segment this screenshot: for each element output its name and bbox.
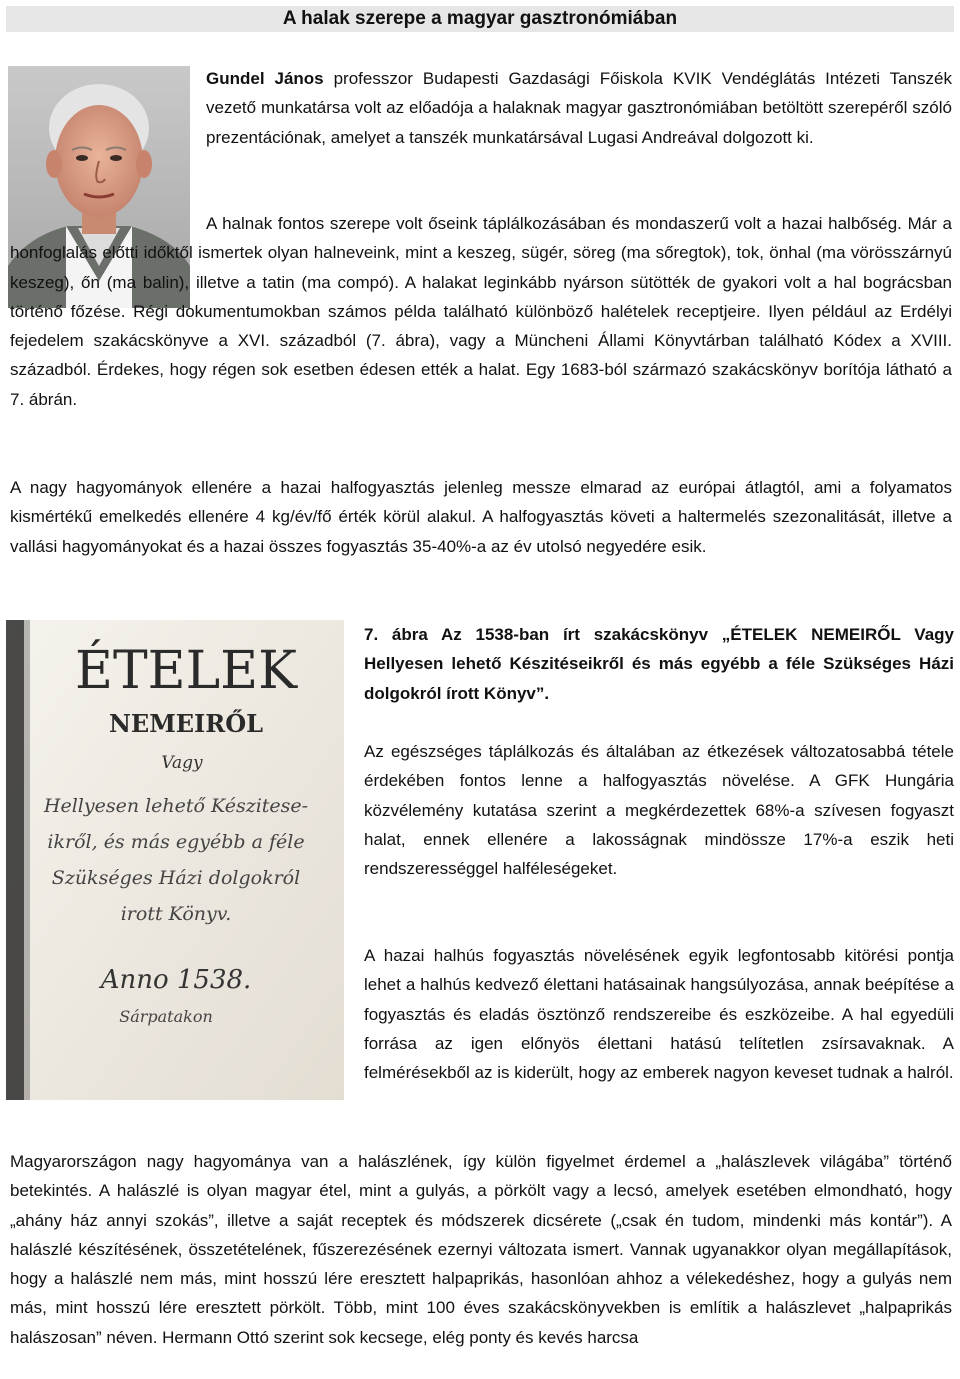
author-name: Gundel János: [206, 69, 324, 88]
book-title-line6: Szükséges Házi dolgokról: [51, 867, 301, 889]
paragraph-survey: Az egészséges táplálkozás és általában az étkezések változatosabbá tétele érdekében fontos lenne a halfogyasztás növelése. A GFK Hungária közvélemény kutatása szerint a megkérdezettek 68%-a szívesen fogyaszt halat, ennek ellenére a lakosságnak mindössze 17%-a eszik heti rendszerességgel halféleségeket.: [364, 742, 954, 879]
book-title-line3: Vagy: [161, 753, 203, 773]
book-title-line2: NEMEIRŐL: [108, 709, 264, 738]
paragraph-consumption: A nagy hagyományok ellenére a hazai halfogyasztás jelenleg messze elmarad az európai átlagtól, ami a folyamatos kismértékű emelkedés ellenére 4 kg/év/fő érték körül alakul. A halfogyasztás követi a haltermelés szezonalitását, illetve a vallási hagyományokat és a hazai összes fogyasztás 35-40%-a az év utolsó negyedére esik.: [10, 478, 952, 556]
book-title-line1: ÉTELEK: [75, 641, 297, 701]
paragraph-halaszle: Magyarországon nagy hagyománya van a halászlének, így külön figyelmet érdemel a „halászlevek világába” történő betekintés. A halászlé is olyan magyar étel, mint a gulyás, a pörkölt vagy a lecsó, amelyek esetében elmondható, hogy „ahány ház annyi szokás”, illetve a saját receptek és módszerek dicsérete („csak én tudom, mindenki más kontár”). A halászlé készítésének, összetételének, fűszerezésének ezernyi változata ismert. Vannak ugyanakkor olyan megállapítások, hogy a halászlé nem más, mint hosszú lére eresztett halpaprikás, hasonlóan ahhoz a vélekedéshez, hogy a gulyás nem más, mint hosszú lére eresztett pörkölt. Több, mint 100 éves szakácskönyvekben is említik a halászlevet „halpaprikás halászosan” néven. Hermann Ottó szerint sok kecsege, elég ponty és kevés harcsa: [10, 1152, 952, 1347]
intro-paragraph: [206, 64, 952, 152]
book-title-line5: ikről, és más egyébb a féle: [47, 831, 305, 853]
book-title-line7: irott Könyv.: [120, 903, 232, 925]
book-cover-image: [6, 620, 344, 1100]
book-year: Anno 1538.: [100, 965, 252, 995]
title-bar: [6, 6, 954, 32]
figure-caption: 7. ábra Az 1538-ban írt szakácskönyv „ÉTELEK NEMEIRŐL Vagy Hellyesen lehető Készitéseikről és más egyébb a féle Szükséges Házi dolgokról írott Könyv”.: [364, 625, 954, 703]
intro-text: professzor Budapesti Gazdasági Főiskola KVIK Vendéglátás Intézeti Tanszék vezető munkatársa volt az előadója a halaknak magyar gasztronómiában betöltött szerepéről szóló prezentációnak, amelyet a tanszék munkatársával Lugasi Andreával dolgozott ki.: [206, 69, 952, 147]
book-place: Sárpatakon: [119, 1007, 213, 1026]
book-title-line4: Hellyesen lehető Készitese-: [43, 795, 309, 817]
paragraph-health: A hazai halhús fogyasztás növelésének egyik legfontosabb kitörési pontja lehet a halhús kedvező élettani hatásainak hangsúlyozása, annak beépítése a fogyasztás és eladás ösztönző rendszereibe és eszközeibe. A hal egyedüli forrása az igen előnyös élettani hatású telítetlen zsírsavaknak. A felmérésekből az is kiderült, hogy az emberek nagyon keveset tudnak a halról.: [364, 946, 954, 1083]
paragraph-history: A halnak fontos szerepe volt őseink táplálkozásában és mondaszerű volt a hazai halbőség. Már a honfoglalás előtti időktől ismertek olyan halneveink, mint a keszeg, sügér, söreg (ma sőregtok), tok, önhal (ma vörösszárnyú keszeg), őn (ma balin), illetve a tatin (ma compó). A halakat leginkább nyárson sütötték de gyakori volt a hal bográcsban történő főzése. Régi dokumentumokban számos példa található különböző halételek receptjeire. Ilyen például az Erdélyi fejedelem szakácskönyve a XVI. századból (7. ábra), vagy a Müncheni Állami Könyvtárban található Kódex a XVIII. századból. Érdekes, hogy régen sok esetben édesen ették a halat. Egy 1683-ból származó szakácskönyv borítója látható a 7. ábrán.: [10, 214, 952, 409]
page-title: A halak szerepe a magyar gasztronómiában: [282, 8, 678, 29]
